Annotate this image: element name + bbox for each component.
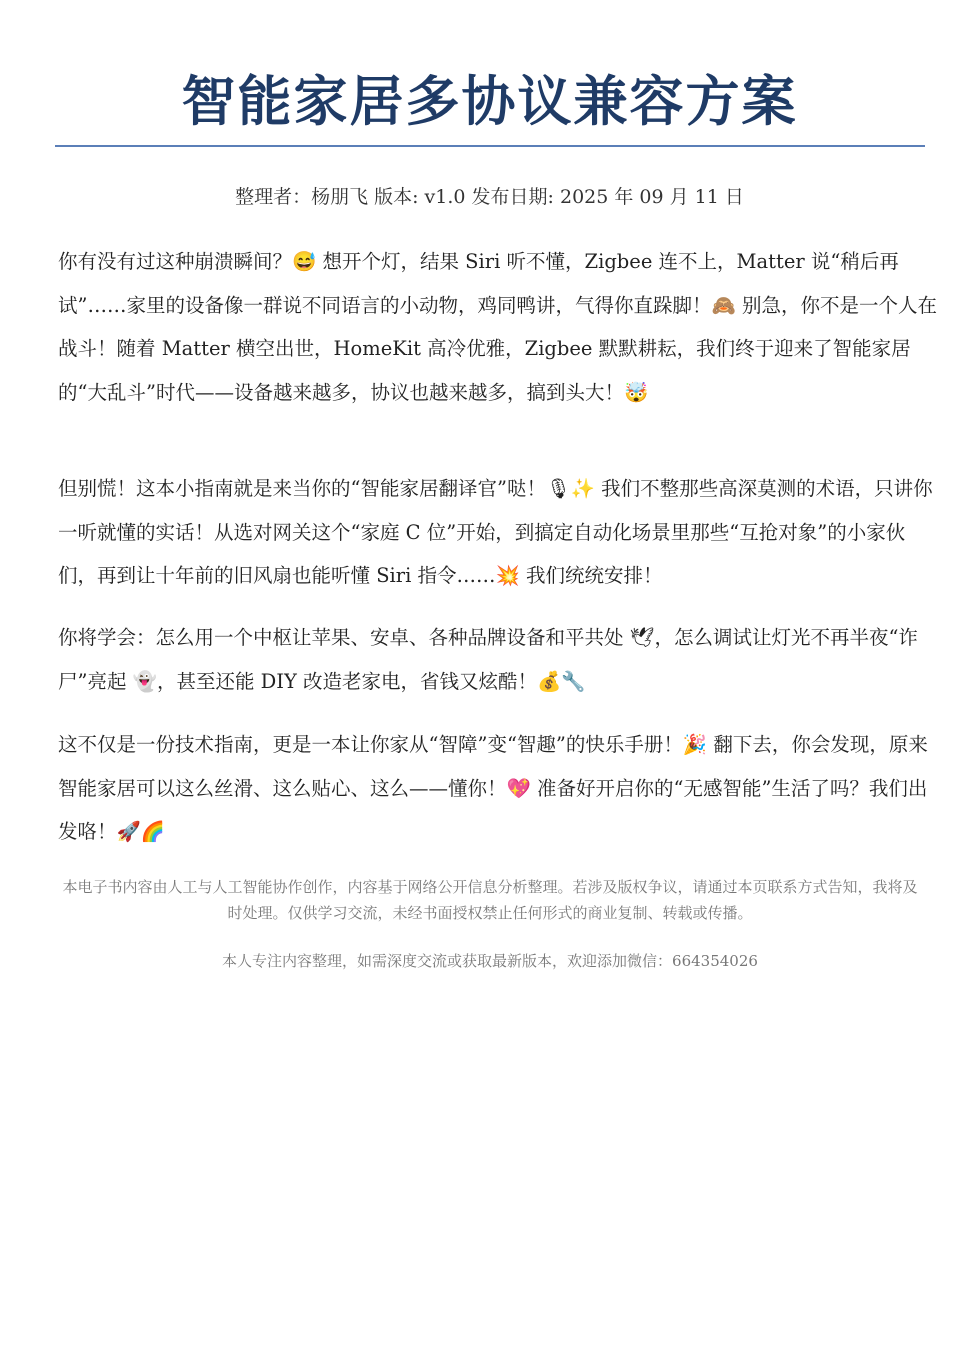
intro-paragraph-4: 这不仅是一份技术指南，更是一本让你家从“智障”变“智趣”的快乐手册！🎉 翻下去，你会发现，原来智能家居可以这么丝滑、这么贴心、这么——懂你！💖 准备好开启你的“无感智能”生活了吗？我们出发咯！🚀🌈 <box>58 733 928 843</box>
meta-line: 整理者：杨朋飞 版本: v1.0 发布日期: 2025 年 09 月 11 日 <box>235 186 744 208</box>
intro-paragraph-2: 但别慌！这本小指南就是来当你的“智能家居翻译官”哒！🎙✨ 我们不整那些高深莫测的术语，只讲你一听就懂的实话！从选对网关这个“家庭 C 位”开始，到搞定自动化场景里那些“互抢对象”的小家伙们，再到让十年前的旧风扇也能听懂 Siri 指令……💥 我们统统安排！ <box>58 477 933 587</box>
intro-paragraph-3: 你将学会：怎么用一个中枢让苹果、安卓、各种品牌设备和平共处 🕊，怎么调试让灯光不再半夜“诈尸”亮起 👻，甚至还能 DIY 改造老家电，省钱又炫酷！💰🔧 <box>58 626 918 693</box>
title-divider <box>55 145 925 147</box>
contact-line: 本人专注内容整理，如需深度交流或获取最新版本，欢迎添加微信：664354026 <box>222 952 758 970</box>
document-title: 智能家居多协议兼容方案 <box>181 70 798 133</box>
intro-paragraph-1: 你有没有过这种崩溃瞬间？😅 想开个灯，结果 Siri 听不懂，Zigbee 连不上，Matter 说“稍后再试”……家里的设备像一群说不同语言的小动物，鸡同鸭讲，气得你直跺脚！🙈 别急，你不是一个人在战斗！随着 Matter 横空出世，HomeKit 高冷优雅，Zigbee 默默耕耘，我们终于迎来了智能家居的“大乱斗”时代——设备越来越多，协议也越来越多，搞到头大！🤯 <box>58 250 937 404</box>
copyright-notice: 本电子书内容由人工与人工智能协作创作，内容基于网络公开信息分析整理。若涉及版权争议，请通过本页联系方式告知，我将及时处理。仅供学习交流，未经书面授权禁止任何形式的商业复制、转载或传播。 <box>62 878 918 922</box>
